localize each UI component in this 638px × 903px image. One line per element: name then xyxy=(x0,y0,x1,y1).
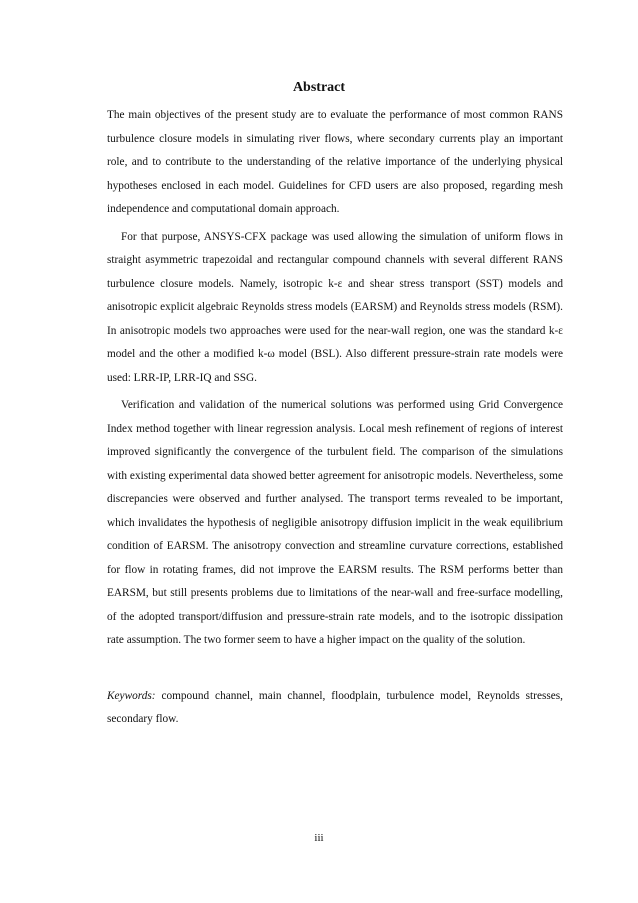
abstract-paragraph-1: The main objectives of the present study are to evaluate the performance of most common RANS turbulence closure models in simulating river flows, where secondary currents play an important role, and to contribute to the understanding of the relative importance of the underlying physical hypotheses enclosed in each model. Guidelines for CFD users are also proposed, regarding mesh independence and computational domain approach. xyxy=(107,109,563,215)
keywords-line xyxy=(107,685,563,732)
abstract-paragraph-2: For that purpose, ANSYS-CFX package was used allowing the simulation of uniform flows in straight asymmetric trapezoidal and rectangular compound channels with several different RANS turbulence closure models. Namely, isotropic k-ε and shear stress transport (SST) models and anisotropic explicit algebraic Reynolds stress models (EARSM) and Reynolds stress models (RSM). In anisotropic models two approaches were used for the near-wall region, one was the standard k-ε model and the other a modified k-ω model (BSL). Also different pressure-strain rate models were used: LRR-IP, LRR-IQ and SSG. xyxy=(107,230,563,384)
keywords-text: compound channel, main channel, floodplain, turbulence model, Reynolds stresses, secondary flow. xyxy=(107,689,563,725)
page-number: iii xyxy=(314,832,324,844)
abstract-paragraph-3: Verification and validation of the numerical solutions was performed using Grid Convergence Index method together with linear regression analysis. Local mesh refinement of regions of interest improved significantly the convergence of the turbulent field. The comparison of the simulations with existing experimental data showed better agreement for anisotropic models. Nevertheless, some discrepancies were observed and further analysed. The transport terms revealed to be important, which invalidates the hypothesis of negligible anisotropy diffusion implicit in the weak equilibrium condition of EARSM. The anisotropy convection and streamline curvature corrections, established for flow in rotating frames, did not improve the EARSM results. The RSM performs better than EARSM, but still presents problems due to limitations of the near-wall and free-surface modelling, of the adopted transport/diffusion and pressure-strain rate models, and to the isotropic dissipation rate assumption. The two former seem to have a higher impact on the quality of the solution. xyxy=(107,399,563,646)
abstract-body xyxy=(107,104,563,736)
page-title: Abstract xyxy=(292,80,346,95)
keywords-label: Keywords: xyxy=(107,689,156,702)
